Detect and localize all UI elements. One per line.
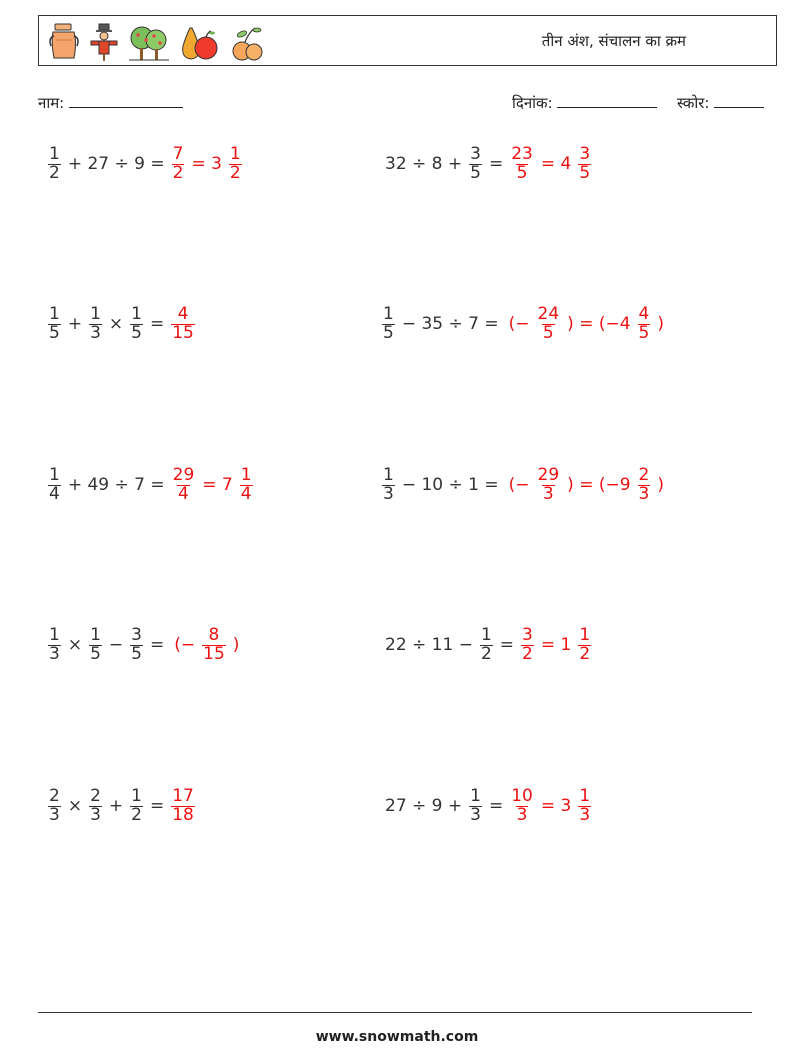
- fraction-numerator: 3: [579, 144, 591, 164]
- expression-text: =: [499, 635, 515, 656]
- fraction: [48, 146, 61, 183]
- fraction-numerator: 1: [49, 625, 60, 645]
- fraction-numerator: 1: [49, 304, 60, 324]
- fraction-denominator: 3: [579, 804, 591, 825]
- fraction: [521, 627, 534, 664]
- fraction: [578, 146, 591, 183]
- fraction-numerator: 2: [90, 786, 101, 806]
- fraction-denominator: 2: [49, 162, 60, 183]
- fraction: [89, 788, 102, 825]
- problem-item: [380, 467, 669, 504]
- problem-answer: [169, 306, 197, 343]
- expression-text: (−: [508, 475, 530, 496]
- fraction-numerator: 1: [49, 465, 60, 485]
- peach-icon: [227, 22, 267, 62]
- fraction-numerator: 1: [49, 144, 60, 164]
- fraction-numerator: 1: [131, 304, 142, 324]
- expression-text: ): [657, 314, 665, 335]
- fraction-denominator: 5: [49, 322, 60, 343]
- fraction-numerator: 10: [511, 786, 533, 806]
- problem-expression: [46, 306, 169, 343]
- fraction-numerator: 17: [172, 786, 194, 806]
- problem-item: [46, 627, 244, 664]
- fraction-numerator: 7: [172, 144, 184, 164]
- fraction-denominator: 5: [131, 643, 142, 664]
- score-field: [677, 93, 764, 113]
- fraction-numerator: 29: [172, 465, 195, 485]
- header-box: [38, 15, 777, 66]
- fraction-denominator: 15: [203, 643, 225, 664]
- fraction-denominator: 3: [49, 804, 60, 825]
- fraction-numerator: 3: [470, 144, 481, 164]
- fraction-denominator: 15: [172, 322, 194, 343]
- fraction: [48, 306, 61, 343]
- expression-text: − 35 ÷ 7 =: [401, 314, 499, 335]
- fraction-denominator: 5: [90, 643, 101, 664]
- expression-text: (−: [174, 635, 196, 656]
- fraction: [578, 788, 591, 825]
- fraction: [48, 467, 61, 504]
- fraction: [171, 788, 195, 825]
- problem-expression: [380, 467, 504, 504]
- fraction-denominator: 4: [178, 483, 189, 504]
- fraction-numerator: 1: [383, 304, 394, 324]
- fraction-denominator: 5: [638, 322, 650, 343]
- fraction: [229, 146, 242, 183]
- fraction-denominator: 5: [579, 162, 591, 183]
- problem-answer: [504, 467, 669, 504]
- date-label: दिनांक:: [512, 94, 553, 112]
- expression-text: = 1: [540, 635, 572, 656]
- fraction-denominator: 5: [516, 162, 528, 183]
- fraction: [130, 788, 143, 825]
- fraction-numerator: 1: [90, 304, 101, 324]
- expression-text: ×: [67, 635, 83, 656]
- fraction-denominator: 2: [172, 162, 184, 183]
- fraction-numerator: 24: [537, 304, 560, 324]
- problem-answer: [504, 306, 669, 343]
- problem-item: [46, 467, 255, 504]
- fraction-numerator: 1: [229, 144, 241, 164]
- fraction: [240, 467, 253, 504]
- fraction-numerator: 1: [480, 625, 492, 645]
- problem-expression: [380, 306, 504, 343]
- expression-text: ) = (−4: [567, 314, 631, 335]
- problem-item: [46, 788, 197, 825]
- expression-text: =: [488, 796, 504, 817]
- name-blank[interactable]: [69, 93, 183, 108]
- problem-expression: [46, 146, 170, 183]
- fraction-denominator: 2: [522, 643, 533, 664]
- date-field: [512, 93, 657, 113]
- fraction: [537, 306, 561, 343]
- fraction-denominator: 2: [579, 643, 591, 664]
- footer-website: www.snowmath.com: [315, 1029, 479, 1045]
- expression-text: + 49 ÷ 7 =: [67, 475, 165, 496]
- fraction-numerator: 4: [177, 304, 189, 324]
- problem-item: [380, 788, 593, 825]
- expression-text: =: [488, 154, 504, 175]
- fraction: [382, 306, 395, 343]
- expression-text: +: [67, 314, 83, 335]
- fraction-denominator: 3: [90, 322, 101, 343]
- date-blank[interactable]: [557, 93, 657, 108]
- fraction-numerator: 2: [49, 786, 60, 806]
- fraction-denominator: 3: [542, 483, 554, 504]
- score-label: स्कोर:: [677, 94, 710, 112]
- problem-item: [46, 146, 244, 183]
- expression-text: ): [657, 475, 665, 496]
- expression-text: =: [149, 796, 165, 817]
- fraction-numerator: 1: [383, 465, 394, 485]
- fraction-numerator: 23: [511, 144, 533, 164]
- name-field: [38, 93, 183, 113]
- fraction: [578, 627, 591, 664]
- problem-item: [46, 306, 197, 343]
- problem-item: [380, 306, 669, 343]
- fraction: [89, 306, 102, 343]
- fraction: [510, 146, 534, 183]
- problem-expression: [380, 146, 508, 183]
- fraction: [638, 467, 651, 504]
- fraction-numerator: 4: [638, 304, 650, 324]
- fraction: [48, 788, 61, 825]
- expression-text: 32 ÷ 8 +: [385, 154, 463, 175]
- fraction-numerator: 1: [579, 625, 591, 645]
- worksheet-title: तीन अंश, संचालन का क्रम: [541, 32, 686, 50]
- fraction: [172, 146, 185, 183]
- footer-divider: [38, 1012, 752, 1013]
- problem-answer: [169, 627, 244, 664]
- fraction-numerator: 2: [638, 465, 650, 485]
- expression-text: =: [149, 635, 165, 656]
- score-blank[interactable]: [714, 93, 764, 108]
- expression-text: ): [232, 635, 240, 656]
- problem-answer: [170, 146, 244, 183]
- fraction-numerator: 1: [90, 625, 101, 645]
- expression-text: − 10 ÷ 1 =: [401, 475, 499, 496]
- fraction-denominator: 3: [383, 483, 394, 504]
- problem-item: [380, 146, 593, 183]
- expression-text: ×: [67, 796, 83, 817]
- fraction-numerator: 29: [537, 465, 560, 485]
- fraction-denominator: 3: [49, 643, 60, 664]
- expression-text: ) = (−9: [567, 475, 631, 496]
- fraction: [202, 627, 226, 664]
- fraction-denominator: 3: [90, 804, 101, 825]
- jug-icon: [47, 22, 81, 62]
- fraction-numerator: 3: [131, 625, 142, 645]
- problem-answer: [170, 467, 255, 504]
- fraction-denominator: 5: [470, 162, 481, 183]
- problem-expression: [380, 788, 508, 825]
- fraction-numerator: 1: [131, 786, 142, 806]
- expression-text: + 27 ÷ 9 =: [67, 154, 165, 175]
- expression-text: = 7: [202, 475, 233, 496]
- fraction-numerator: 1: [240, 465, 252, 485]
- name-label: नाम:: [38, 94, 65, 112]
- fraction-numerator: 8: [208, 625, 220, 645]
- header-icons: [47, 20, 267, 62]
- fraction-denominator: 4: [240, 483, 252, 504]
- fraction: [130, 306, 143, 343]
- fraction-denominator: 2: [131, 804, 142, 825]
- expression-text: +: [108, 796, 124, 817]
- scarecrow-icon: [87, 22, 121, 62]
- fraction: [382, 467, 395, 504]
- expression-text: = 3: [191, 154, 222, 175]
- problem-answer: [508, 788, 593, 825]
- fraction: [171, 306, 195, 343]
- fraction: [469, 146, 482, 183]
- fraction-denominator: 3: [638, 483, 650, 504]
- fraction-denominator: 5: [383, 322, 394, 343]
- fraction-denominator: 3: [470, 804, 481, 825]
- problem-item: [380, 627, 593, 664]
- fraction: [130, 627, 143, 664]
- fraction-denominator: 2: [229, 162, 241, 183]
- expression-text: = 3: [540, 796, 572, 817]
- fraction-denominator: 5: [131, 322, 142, 343]
- expression-text: =: [149, 314, 165, 335]
- problem-answer: [519, 627, 593, 664]
- fraction: [469, 788, 482, 825]
- fraction-numerator: 1: [579, 786, 591, 806]
- fraction: [638, 306, 651, 343]
- fraction-numerator: 1: [470, 786, 481, 806]
- expression-text: = 4: [540, 154, 572, 175]
- fraction: [510, 788, 534, 825]
- fraction-denominator: 3: [516, 804, 528, 825]
- expression-text: 22 ÷ 11 −: [385, 635, 473, 656]
- fraction-numerator: 3: [522, 625, 533, 645]
- fraction: [537, 467, 561, 504]
- fraction-denominator: 2: [480, 643, 492, 664]
- fraction-denominator: 4: [49, 483, 60, 504]
- expression-text: −: [108, 635, 124, 656]
- pear-apple-icon: [177, 22, 221, 62]
- fraction: [89, 627, 102, 664]
- expression-text: (−: [508, 314, 530, 335]
- fraction-denominator: 5: [542, 322, 554, 343]
- problem-answer: [169, 788, 197, 825]
- expression-text: ×: [108, 314, 124, 335]
- tree-icon: [127, 22, 171, 62]
- fraction: [172, 467, 196, 504]
- problem-expression: [380, 627, 519, 664]
- problem-expression: [46, 788, 169, 825]
- expression-text: 27 ÷ 9 +: [385, 796, 463, 817]
- problem-expression: [46, 627, 169, 664]
- fraction-denominator: 18: [172, 804, 194, 825]
- problem-expression: [46, 467, 170, 504]
- problem-answer: [508, 146, 593, 183]
- fraction: [48, 627, 61, 664]
- fraction: [480, 627, 493, 664]
